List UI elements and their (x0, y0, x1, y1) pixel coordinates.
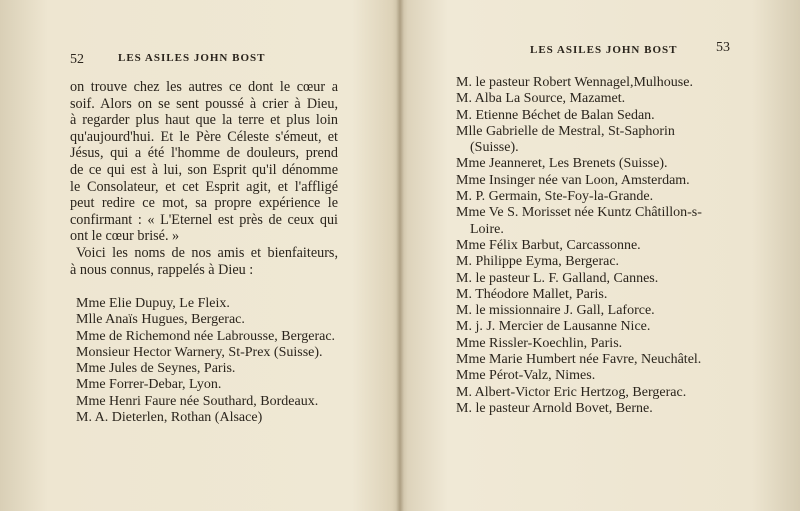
name-entry: Mme Henri Faure née Southard, Bordeaux. (76, 393, 319, 409)
intro-line: Voici les noms de nos amis et bienfaiteurs, (76, 244, 338, 261)
intro-line: à nous connus, rappelés à Dieu : (70, 261, 254, 278)
paragraph-line: confirmant : « L'Eternel est près de ceux qui (70, 211, 338, 228)
name-entry: M. P. Germain, Ste-Foy-la-Grande. (456, 189, 654, 205)
name-entry: Mme Jules de Seynes, Paris. (76, 361, 236, 377)
page-number-right: 53 (716, 40, 730, 55)
running-head-right: LES ASILES JOHN BOST (530, 44, 678, 56)
paragraph-line: à regarder plus haut que la terre et plus loin (70, 112, 338, 129)
name-entry: M. j. J. Mercier de Lausanne Nice. (456, 319, 651, 335)
name-entry: Mme Ve S. Morisset née Kuntz Châtillon-s- (456, 205, 702, 221)
name-entry: Mme Insinger née van Loon, Amsterdam. (456, 172, 690, 188)
left-page (0, 0, 396, 511)
paragraph-line: peut redire ce mot, sa propre expérience le (70, 195, 338, 212)
name-entry: Mme Pérot-Valz, Nimes. (456, 368, 596, 384)
name-entry: M. Etienne Béchet de Balan Sedan. (456, 107, 655, 123)
paragraph-line: le Consolateur, et cet Esprit agit, et l'affligé (70, 178, 338, 195)
name-entry: Mme Jeanneret, Les Brenets (Suisse). (456, 156, 668, 172)
paragraph-line: de ce qui est à lui, son Esprit qu'il dénomme (70, 161, 338, 178)
name-entry: M. A. Dieterlen, Rothan (Alsace) (76, 410, 263, 426)
name-entry: Mme Forrer-Debar, Lyon. (76, 377, 222, 393)
paragraph-line: Jésus, qui a été l'homme de douleurs, prend (70, 145, 338, 162)
page-number-left: 52 (70, 52, 84, 67)
name-entry: M. le pasteur Arnold Bovet, Berne. (456, 400, 653, 416)
name-entry: M. le pasteur L. F. Galland, Cannes. (456, 270, 659, 286)
name-entry: M. Alba La Source, Mazamet. (456, 91, 626, 107)
name-entry: M. Théodore Mallet, Paris. (456, 286, 608, 302)
name-entry: Mme Marie Humbert née Favre, Neuchâtel. (456, 352, 702, 368)
book-gutter (396, 0, 404, 511)
name-entry: M. Albert-Victor Eric Hertzog, Bergerac. (456, 384, 687, 400)
body-paragraph (70, 79, 338, 278)
paragraph-line: ont le cœur brisé. » (70, 228, 180, 245)
paragraph-line: qu'aujourd'hui. Et le Père Céleste s'émeut, et (70, 128, 338, 145)
running-head-left: LES ASILES JOHN BOST (118, 52, 266, 64)
right-page (404, 0, 800, 511)
name-entry-continuation: Loire. (470, 221, 504, 237)
names-list-left (76, 296, 335, 426)
name-entry: Monsieur Hector Warnery, St-Prex (Suisse). (76, 344, 323, 360)
name-entry: M. le pasteur Robert Wennagel,Mulhouse. (456, 75, 693, 90)
name-entry-continuation: (Suisse). (470, 140, 519, 156)
name-entry: Mme Elie Dupuy, Le Fleix. (76, 296, 230, 311)
names-list-right (456, 75, 702, 417)
name-entry: Mlle Anaïs Hugues, Bergerac. (76, 312, 245, 328)
paragraph-line: on trouve chez les autres ce dont le cœur a (70, 79, 338, 95)
name-entry: Mme Rissler-Koechlin, Paris. (456, 335, 623, 351)
paragraph-line: soif. Alors on se sent poussé à crier à Dieu, (70, 95, 338, 112)
name-entry: Mme Félix Barbut, Carcassonne. (456, 237, 641, 253)
name-entry: Mme de Richemond née Labrousse, Bergerac. (76, 328, 336, 344)
name-entry: Mlle Gabrielle de Mestral, St-Saphorin (456, 123, 675, 139)
name-entry: M. le missionnaire J. Gall, Laforce. (456, 303, 655, 319)
name-entry: M. Philippe Eyma, Bergerac. (456, 254, 620, 270)
